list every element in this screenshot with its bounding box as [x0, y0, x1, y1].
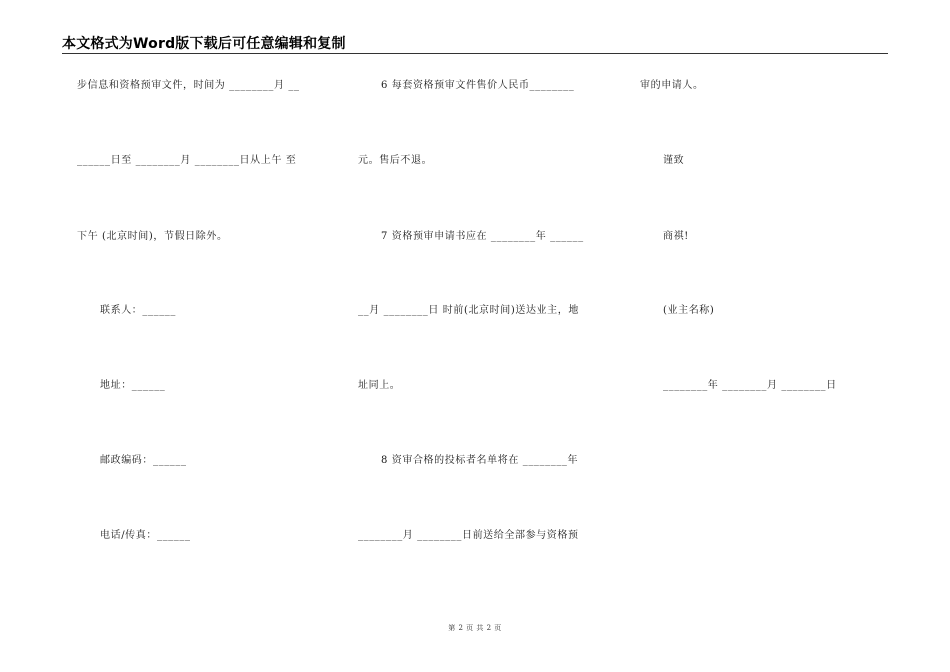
left-line-6: 邮政编码：______: [100, 455, 187, 466]
left-line-2: ______日至 ________月 ________日从上午 至: [77, 155, 297, 166]
middle-line-5: 址同上。: [358, 380, 401, 391]
left-line-7: 电话/传真：______: [100, 530, 191, 541]
page-number: 第 2 页 共 2 页: [448, 624, 502, 632]
middle-line-4: __月 ________日 时前(北京时间)送达业主，地: [358, 305, 579, 316]
middle-line-3: 7 资格预审申请书应在 ________年 ______: [381, 231, 584, 242]
middle-line-7: ________月 ________日前送给全部参与资格预: [358, 530, 579, 541]
middle-line-6: 8 资审合格的投标者名单将在 ________年: [381, 455, 579, 466]
page-header: [62, 33, 888, 54]
right-line-3: 商祺!: [663, 231, 689, 242]
right-line-2: 谨致: [663, 155, 685, 166]
left-line-1: 步信息和资格预审文件，时间为 ________月 __: [77, 80, 300, 91]
left-line-5: 地址：______: [100, 380, 166, 391]
middle-line-1: 6 每套资格预审文件售价人民币________: [381, 80, 575, 91]
left-line-3: 下午 (北京时间)，节假日除外。: [77, 231, 228, 242]
middle-line-2: 元。售后不退。: [358, 155, 433, 166]
header-title: 本文格式为Word版下载后可任意编辑和复制: [62, 36, 346, 52]
right-line-1: 审的申请人。: [640, 80, 704, 91]
right-line-5: ________年 ________月 ________日: [663, 380, 837, 391]
right-line-4: (业主名称): [663, 305, 715, 316]
left-line-4: 联系人：______: [100, 305, 176, 316]
